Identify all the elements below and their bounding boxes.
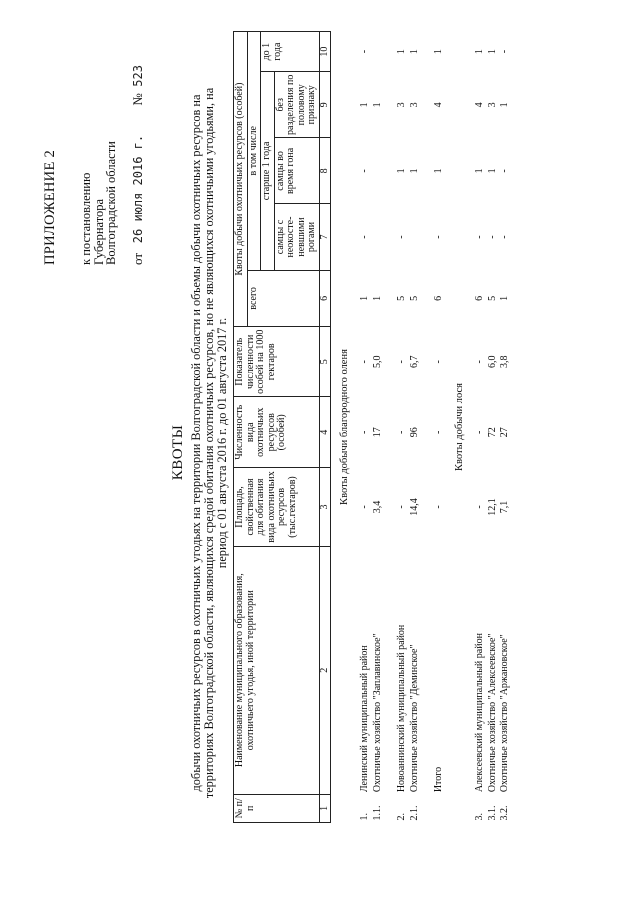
cell-num: 3.2. bbox=[499, 805, 510, 821]
document-heading: КВОТЫ bbox=[170, 424, 186, 481]
cell-population: - bbox=[359, 430, 370, 434]
cell-total: 6 bbox=[474, 295, 485, 301]
column-number: 4 bbox=[319, 397, 330, 468]
header-total: всего bbox=[247, 270, 319, 327]
header-older-1y: старше 1 года bbox=[261, 72, 275, 270]
column-number: 1 bbox=[319, 794, 330, 822]
cell-name: Охотничье хозяйство "Заплавинское" bbox=[371, 633, 383, 793]
cell-density: 6,0 bbox=[486, 355, 498, 369]
cell-density: 6,7 bbox=[408, 355, 420, 369]
table-row bbox=[487, 32, 500, 823]
cell-nosplit: 1 bbox=[359, 102, 370, 108]
cell-name: Ленинский муниципальный район bbox=[359, 645, 370, 793]
cell-name: Охотничье хозяйство "Деминское" bbox=[408, 644, 420, 793]
number-label: № bbox=[130, 93, 145, 106]
section-title-row bbox=[446, 32, 475, 823]
cell-rut: - bbox=[499, 169, 510, 173]
cell-name: Алексеевский муниципальный район bbox=[474, 633, 485, 793]
table-row bbox=[499, 32, 512, 823]
cell-under1: - bbox=[499, 49, 510, 54]
cell-name: Охотничье хозяйство "Аржановское" bbox=[499, 634, 510, 793]
table-row bbox=[359, 32, 372, 823]
cell-num: 1. bbox=[359, 813, 370, 821]
cell-under1: 1 bbox=[433, 49, 444, 55]
table-row bbox=[474, 32, 487, 823]
cell-rut: - bbox=[359, 169, 370, 173]
cell-population: 27 bbox=[499, 427, 510, 438]
cell-num: 2. bbox=[396, 813, 407, 821]
cell-under1 bbox=[372, 32, 385, 72]
header-density: Показатель численности особей на 1000 гектаров bbox=[234, 327, 320, 397]
cell-num bbox=[433, 794, 446, 822]
column-number: 10 bbox=[319, 32, 330, 72]
quota-table bbox=[233, 31, 512, 823]
table-row bbox=[433, 32, 446, 823]
cell-population: 96 bbox=[408, 427, 420, 438]
cell-rut: 1 bbox=[408, 168, 420, 174]
header-males-rut: самцы во время гона bbox=[274, 138, 319, 204]
header-name: Наименование муниципального образования, охотничьего угодья, иной территории bbox=[234, 546, 320, 794]
decree-line: Волгоградской области bbox=[104, 141, 118, 265]
cell-num: 1.1. bbox=[371, 805, 383, 821]
cell-nosplit: 4 bbox=[433, 102, 444, 108]
column-number: 2 bbox=[319, 546, 330, 794]
cell-total: 5 bbox=[486, 295, 498, 301]
cell-total: 1 bbox=[499, 295, 510, 301]
column-number: 5 bbox=[319, 327, 330, 397]
cell-area: - bbox=[396, 505, 407, 509]
cell-total: 5 bbox=[396, 295, 407, 301]
cell-under1: 1 bbox=[396, 49, 407, 55]
column-number: 6 bbox=[319, 270, 330, 327]
header-population: Численность вида охотничьих ресурсов (особей) bbox=[234, 397, 320, 468]
cell-area: 3,4 bbox=[371, 500, 383, 514]
cell-nosplit: 1 bbox=[371, 102, 383, 108]
table-header bbox=[234, 32, 331, 823]
spacer-cell bbox=[384, 32, 396, 823]
cell-antlers: - bbox=[433, 235, 444, 239]
cell-nosplit: 3 bbox=[396, 102, 407, 108]
cell-under1: 1 bbox=[474, 49, 485, 55]
cell-under1: 1 bbox=[408, 49, 420, 55]
spacer-row bbox=[384, 32, 396, 823]
decree-date-line bbox=[130, 65, 146, 265]
cell-rut: 1 bbox=[396, 168, 407, 174]
document-subtitle: добычи охотничьих ресурсов в охотничьих угодьях на территории Волгоградской области и объемы добычи охотничьих ресурсов на территориях Волгоградской области, являющихся средой обитания охотничьих ресурсов, но не являющихся охотничьими угодьями, на период с 01 августа 2016 г. до 01 августа 2017 г. bbox=[189, 87, 229, 799]
header-under-1y: до 1 года bbox=[261, 32, 320, 72]
spacer-cell bbox=[421, 32, 433, 823]
cell-nosplit: 3 bbox=[408, 102, 420, 108]
cell-antlers: - bbox=[396, 235, 407, 239]
table-row bbox=[372, 32, 385, 823]
header-including: в том числе bbox=[247, 32, 261, 271]
cell-nosplit: 3 bbox=[486, 102, 498, 108]
cell-area: - bbox=[433, 505, 444, 509]
cell-antlers: - bbox=[359, 235, 370, 239]
cell-population: - bbox=[396, 430, 407, 434]
decree-line: к постановлению bbox=[79, 172, 93, 265]
cell-rut: 1 bbox=[433, 168, 444, 174]
header-num: № п/п bbox=[234, 794, 320, 822]
cell-antlers bbox=[372, 204, 385, 270]
date-prefix: от bbox=[130, 252, 145, 265]
cell-density: - bbox=[359, 360, 370, 364]
cell-area: - bbox=[359, 505, 370, 509]
cell-density: - bbox=[396, 360, 407, 364]
header-quota-group: Квоты добычи охотничьих ресурсов (особей) bbox=[234, 32, 248, 327]
spacer-row bbox=[421, 32, 433, 823]
cell-population: 17 bbox=[371, 427, 383, 438]
header-no-sex-split: без разделения по половому признаку bbox=[274, 72, 319, 138]
cell-total: 5 bbox=[408, 295, 420, 301]
cell-antlers bbox=[409, 204, 422, 270]
column-number: 8 bbox=[319, 138, 330, 204]
cell-name: Охотничье хозяйство "Алексеевское" bbox=[486, 633, 498, 793]
decree-number: 523 bbox=[131, 65, 145, 87]
cell-area: - bbox=[474, 505, 485, 509]
cell-area: 7,1 bbox=[499, 500, 510, 514]
cell-nosplit: 1 bbox=[499, 102, 510, 108]
cell-total: 1 bbox=[371, 295, 383, 301]
decree-date: 26 июля 2016 г. bbox=[131, 134, 145, 244]
cell-antlers: - bbox=[486, 235, 498, 239]
cell-rut bbox=[372, 138, 385, 204]
cell-under1: 1 bbox=[486, 49, 498, 55]
cell-population: - bbox=[474, 430, 485, 434]
cell-antlers: - bbox=[474, 235, 485, 239]
cell-density: 3,8 bbox=[499, 355, 510, 369]
cell-density: 5,0 bbox=[371, 355, 383, 369]
header-males-antlers: самцы с неокосте-невшими рогами bbox=[274, 204, 319, 270]
cell-antlers: - bbox=[499, 235, 510, 239]
column-number: 3 bbox=[319, 468, 330, 547]
table-body bbox=[330, 32, 512, 823]
appendix-title: ПРИЛОЖЕНИЕ 2 bbox=[42, 149, 58, 265]
section-title-row bbox=[330, 32, 359, 823]
column-number: 9 bbox=[319, 72, 330, 138]
cell-area: 12,1 bbox=[486, 498, 498, 516]
cell-total: 6 bbox=[433, 295, 444, 301]
cell-density: - bbox=[433, 360, 444, 364]
section-title: Квоты добычи лося bbox=[453, 382, 465, 472]
cell-population: - bbox=[433, 430, 444, 434]
table-row bbox=[409, 32, 422, 823]
cell-num: 2.1. bbox=[408, 805, 420, 821]
section-title: Квоты добычи благородного оленя bbox=[338, 349, 350, 505]
decree-line: Губернатора bbox=[91, 198, 106, 265]
cell-name: Новоаннинский муниципальный район bbox=[396, 624, 407, 793]
cell-rut: 1 bbox=[486, 168, 498, 174]
cell-nosplit: 4 bbox=[474, 102, 485, 108]
cell-under1: - bbox=[359, 49, 370, 54]
column-number: 7 bbox=[319, 204, 330, 270]
cell-num: 3. bbox=[474, 813, 485, 821]
cell-rut: 1 bbox=[474, 168, 485, 174]
cell-name: Итого bbox=[433, 766, 444, 793]
cell-population: 72 bbox=[486, 427, 498, 438]
header-area: Площадь, свойственная для обитания вида охотничьих ресурсов (тыс.гектаров) bbox=[234, 468, 320, 547]
cell-total: 1 bbox=[359, 295, 370, 301]
table-row bbox=[396, 32, 409, 823]
decree-reference bbox=[80, 141, 118, 265]
cell-density: - bbox=[474, 360, 485, 364]
cell-area: 14,4 bbox=[408, 498, 420, 516]
cell-num: 3.1. bbox=[486, 805, 498, 821]
